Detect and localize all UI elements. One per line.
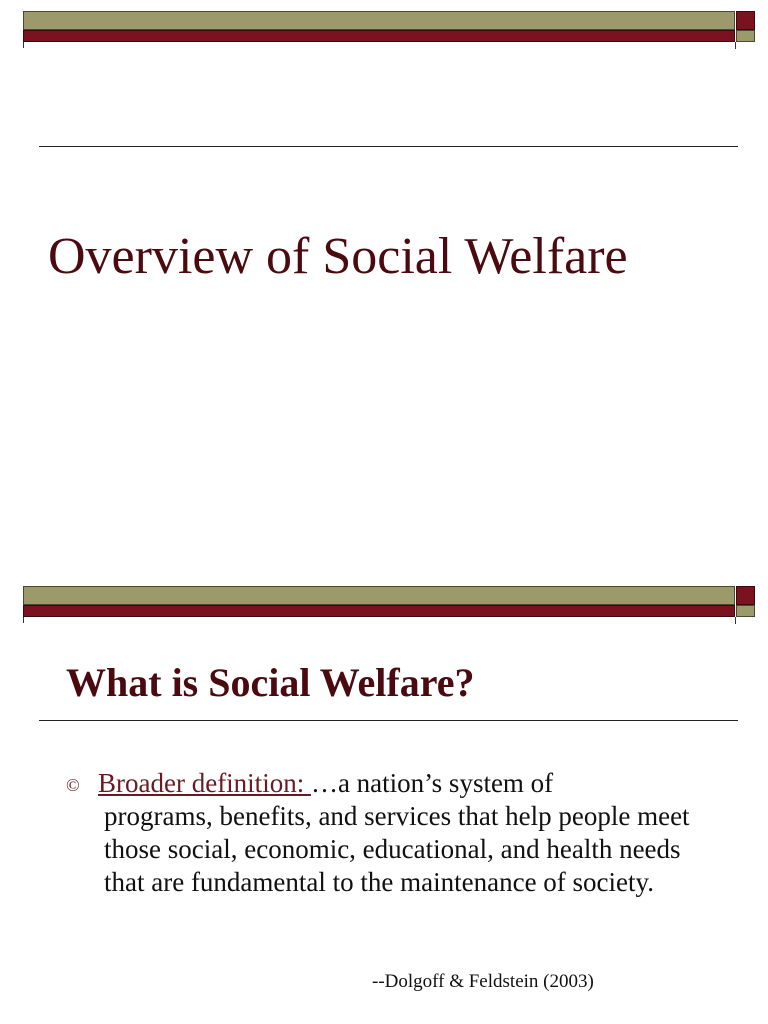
definition-term: Broader definition: [98,768,311,798]
copyright-bullet-icon: © [66,775,80,795]
header-olive-bar [23,11,735,30]
header-right-tick [735,42,736,49]
citation: --Dolgoff & Feldstein (2003) [372,971,594,992]
header-left-tick [23,617,24,623]
header-corner-olive-square [736,30,755,42]
bullet-first-line [98,767,553,800]
header-decoration [23,586,735,617]
header-decoration [23,11,735,42]
title-rule [39,146,738,147]
ellipsis: … [310,768,338,798]
header-left-tick [23,42,24,48]
header-corner-red-square [736,586,755,605]
definition-continuation: programs, benefits, and services that help people meet those social, economic, educational, and health needs that are fundamental to the maintenance of society. [104,801,690,897]
definition-start: a nation’s system of [337,768,554,798]
header-corner-red-square [736,11,755,30]
header-olive-bar [23,586,735,605]
header-red-bar [23,30,735,42]
definition-slide [0,575,768,1024]
slide-title: Overview of Social Welfare [48,228,628,285]
header-red-bar [23,605,735,617]
title-rule [39,720,738,721]
header-corner-olive-square [736,605,755,617]
header-right-tick [735,617,736,624]
slide-title: What is Social Welfare? [66,660,475,705]
